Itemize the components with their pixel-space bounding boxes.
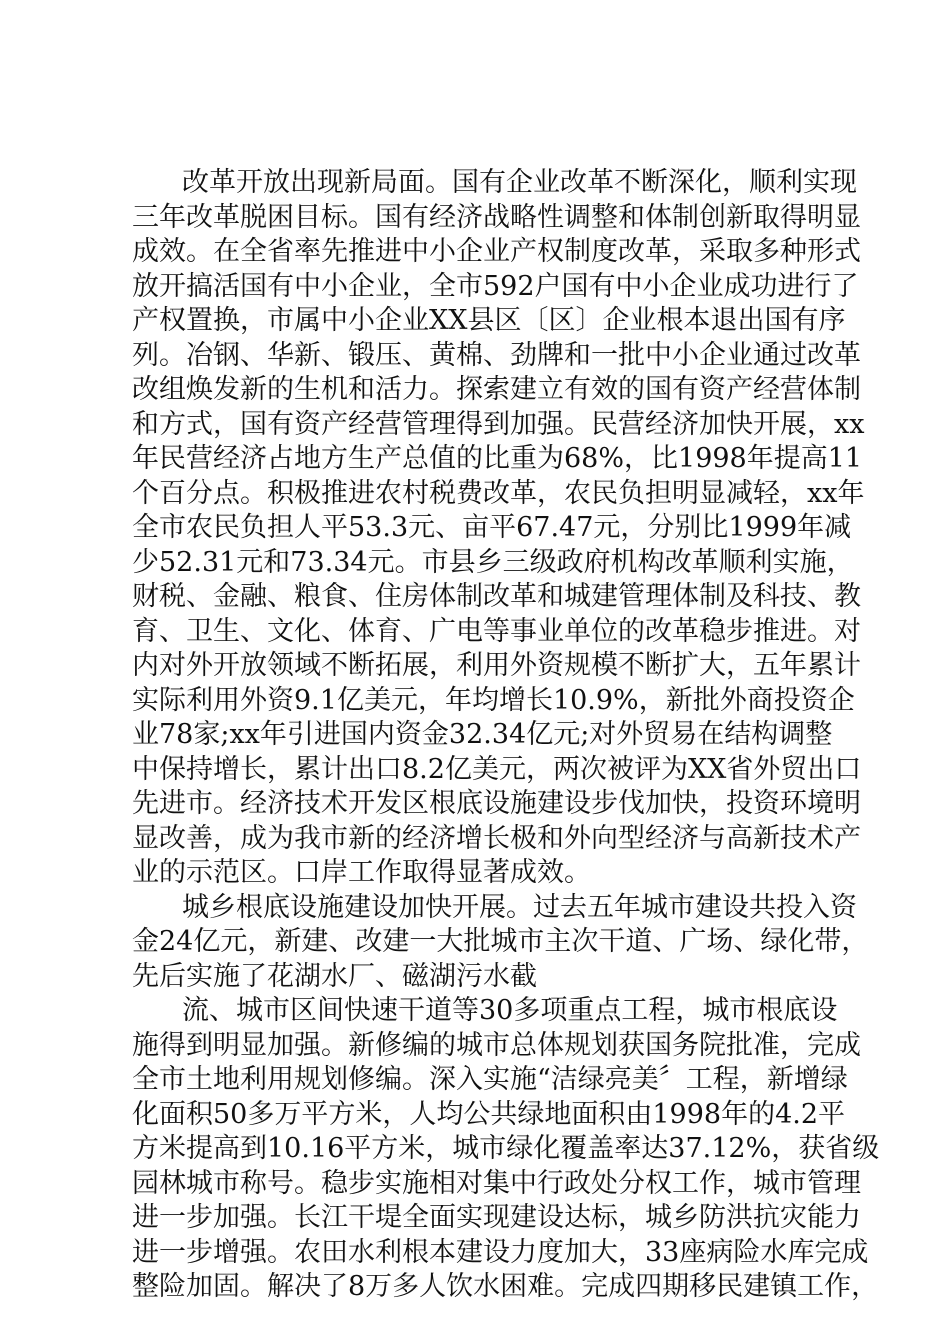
- text-line: 成效。在全省率先推进中小企业产权制度改革，采取多种形式: [132, 236, 861, 267]
- text-line: 流、城市区间快速干道等30多项重点工程，城市根底设: [182, 995, 838, 1026]
- text-line: 先进市。经济技术开发区根底设施建设步伐加快，投资环境明: [132, 788, 861, 819]
- text-line: 个百分点。积极推进农村税费改革，农民负担明显减轻，xx年: [132, 477, 865, 509]
- text-line: 园林城市称号。稳步实施相对集中行政处分权工作，城市管理: [132, 1167, 861, 1199]
- text-line: 进一步加强。长江干堤全面实现建设达标，城乡防洪抗灾能力: [132, 1202, 861, 1233]
- text-line: 中保持增长，累计出口8.2亿美元，两次被评为XX省外贸出口: [132, 753, 862, 785]
- text-line: 金24亿元，新建、改建一大批城市主次干道、广场、绿化带，: [132, 926, 869, 957]
- text-line: 产权置换，市属中小企业XX县区〔区〕企业根本退出国有序: [132, 305, 846, 336]
- document-body: [132, 166, 880, 1305]
- text-line: 业78家;xx年引进国内资金32.34亿元;对外贸易在结构调整: [132, 719, 833, 750]
- text-line: 施得到明显加强。新修编的城市总体规划获国务院批准，完成: [132, 1029, 861, 1061]
- text-line: 列。冶钢、华新、锻压、黄棉、劲牌和一批中小企业通过改革: [132, 339, 861, 371]
- text-line: 和方式，国有资产经营管理得到加强。民营经济加快开展，xx: [132, 408, 865, 440]
- text-line: 化面积50多万平方米，人均公共绿地面积由1998年的4.2平: [132, 1098, 846, 1130]
- text-line: 财税、金融、粮食、住房体制改革和城建管理体制及科技、教: [132, 581, 861, 612]
- text-line: 全市土地利用规划修编。深入实施“洁绿亮美〞工程，新增绿: [132, 1064, 848, 1095]
- text-line: 整险加固。解决了8万多人饮水困难。完成四期移民建镇工作，: [132, 1271, 879, 1302]
- text-line: 进一步增强。农田水利根本建设力度加大，33座病险水库完成: [132, 1236, 869, 1268]
- text-line: 年民营经济占地方生产总值的比重为68%，比1998年提高11: [132, 443, 863, 474]
- text-line: 方米提高到10.16平方米，城市绿化覆盖率达37.12%，获省级: [132, 1133, 880, 1164]
- text-line: 内对外开放领域不断拓展，利用外资规模不断扩大，五年累计: [132, 650, 861, 681]
- text-line: 三年改革脱困目标。国有经济战略性调整和体制创新取得明显: [132, 201, 861, 233]
- text-line: 放开搞活国有中小企业，全市592户国有中小企业成功进行了: [132, 270, 859, 302]
- text-line: 先后实施了花湖水厂、磁湖污水截: [132, 960, 537, 992]
- text-line: 城乡根底设施建设加快开展。过去五年城市建设共投入资: [182, 891, 857, 923]
- text-line: 显改善，成为我市新的经济增长极和外向型经济与高新技术产: [132, 822, 861, 854]
- text-line: 业的示范区。口岸工作取得显著成效。: [132, 857, 591, 888]
- text-line: 少52.31元和73.34元。市县乡三级政府机构改革顺利实施，: [132, 546, 854, 578]
- text-line: 改革开放出现新局面。国有企业改革不断深化，顺利实现: [182, 167, 857, 198]
- text-line: 实际利用外资9.1亿美元，年均增长10.9%，新批外商投资企: [132, 684, 855, 716]
- text-line: 育、卫生、文化、体育、广电等事业单位的改革稳步推进。对: [132, 615, 861, 647]
- text-line: 全市农民负担人平53.3元、亩平67.47元，分别比1999年减: [132, 512, 852, 543]
- text-line: 改组焕发新的生机和活力。探索建立有效的国有资产经营体制: [132, 374, 861, 405]
